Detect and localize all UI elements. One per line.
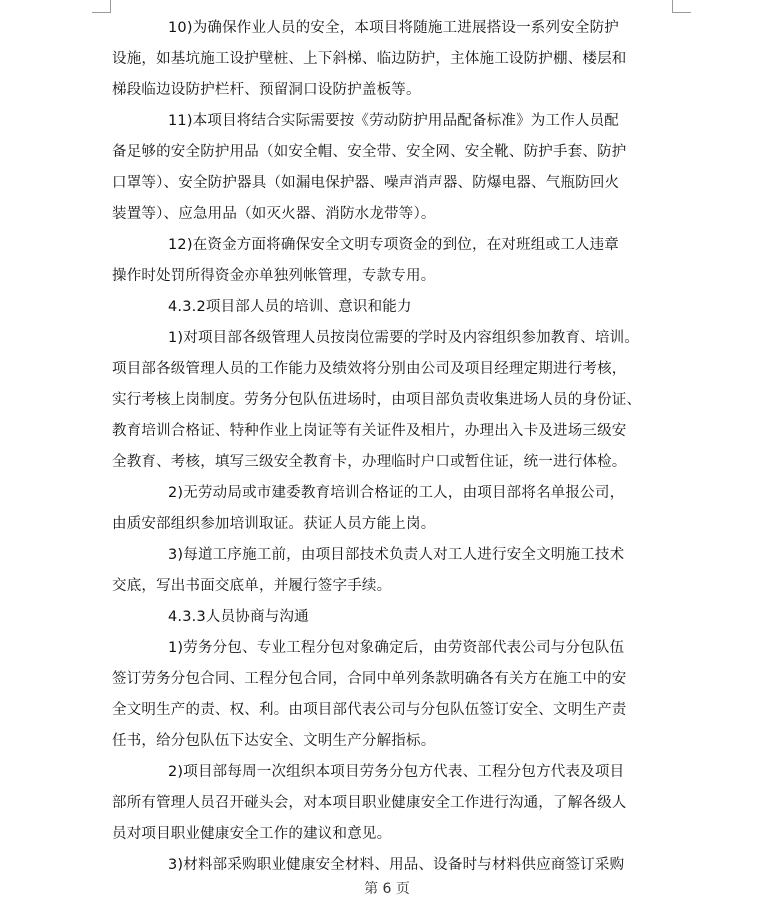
text-line: 设施，如基坑施工设护壁桩、上下斜梯、临边防护，主体施工设防护棚、楼层和 xyxy=(112,51,627,67)
text-line: 签订劳务分包合同、工程分包合同，合同中单列条款明确各有关方在施工中的安 xyxy=(112,671,627,687)
text-line: 2)项目部每周一次组织本项目劳务分包方代表、工程分包方代表及项目 xyxy=(168,764,625,780)
text-line: 口罩等）、安全防护器具（如漏电保护器、噪声消声器、防爆电器、气瓶防回火 xyxy=(112,175,620,191)
text-line: 1)对项目部各级管理人员按岗位需要的学时及内容组织参加教育、培训。 xyxy=(168,330,639,346)
text-line: 2)无劳动局或市建委教育培训合格证的工人，由项目部将名单报公司， xyxy=(168,485,625,501)
text-line: 3)每道工序施工前，由项目部技术负责人对工人进行安全文明施工技术 xyxy=(168,547,625,563)
text-line: 全教育、考核，填写三级安全教育卡，办理临时户口或暂住证，统一进行体检。 xyxy=(112,454,627,470)
text-line: 全文明生产的责、权、利。由项目部代表公司与分包队伍签订安全、文明生产责 xyxy=(112,702,627,718)
text-line: 备足够的安全防护用品（如安全帽、安全带、安全网、安全靴、防护手套、防护 xyxy=(112,144,627,160)
text-line: 3)材料部采购职业健康安全材料、用品、设备时与材料供应商签订采购 xyxy=(168,857,625,873)
text-line: 由质安部组织参加培训取证。获证人员方能上岗。 xyxy=(112,516,436,532)
text-line: 1)劳务分包、专业工程分包对象确定后，由劳资部代表公司与分包队伍 xyxy=(168,640,625,656)
text-line: 梯段临边设防护栏杆、预留洞口设防护盖板等。 xyxy=(112,82,421,98)
text-line: 4.3.2项目部人员的培训、意识和能力 xyxy=(168,299,412,315)
page-number: 第 6 页 xyxy=(364,881,410,897)
text-line: 12)在资金方面将确保安全文明专项资金的到位，在对班组或工人违章 xyxy=(168,237,620,253)
text-line: 项目部各级管理人员的工作能力及绩效将分别由公司及项目经理定期进行考核， xyxy=(112,361,627,377)
text-line: 员对项目职业健康安全工作的建议和意见。 xyxy=(112,826,392,842)
text-line: 4.3.3人员协商与沟通 xyxy=(168,609,309,625)
text-line: 交底，写出书面交底单，并履行签字手续。 xyxy=(112,578,392,594)
text-line: 部所有管理人员召开碰头会，对本项目职业健康安全工作进行沟通，了解各级人 xyxy=(112,795,627,811)
document-body xyxy=(112,13,672,881)
text-line: 11)本项目将结合实际需要按《劳动防护用品配备标准》为工作人员配 xyxy=(168,113,620,129)
text-line: 任书，给分包队伍下达安全、文明生产分解指标。 xyxy=(112,733,436,749)
text-line: 装置等）、应急用品（如灭火器、消防水龙带等）。 xyxy=(112,206,436,222)
margin-corner-mark-right xyxy=(672,0,691,13)
text-line: 10)为确保作业人员的安全，本项目将随施工进展搭设一系列安全防护 xyxy=(168,20,620,36)
text-line: 教育培训合格证、特种作业上岗证等有关证件及相片，办理出入卡及进场三级安 xyxy=(112,423,627,439)
text-line: 操作时处罚所得资金亦单独列帐管理，专款专用。 xyxy=(112,268,436,284)
text-line: 实行考核上岗制度。劳务分包队伍进场时，由项目部负责收集进场人员的身份证、 xyxy=(112,392,642,408)
margin-corner-mark-left xyxy=(92,0,111,13)
